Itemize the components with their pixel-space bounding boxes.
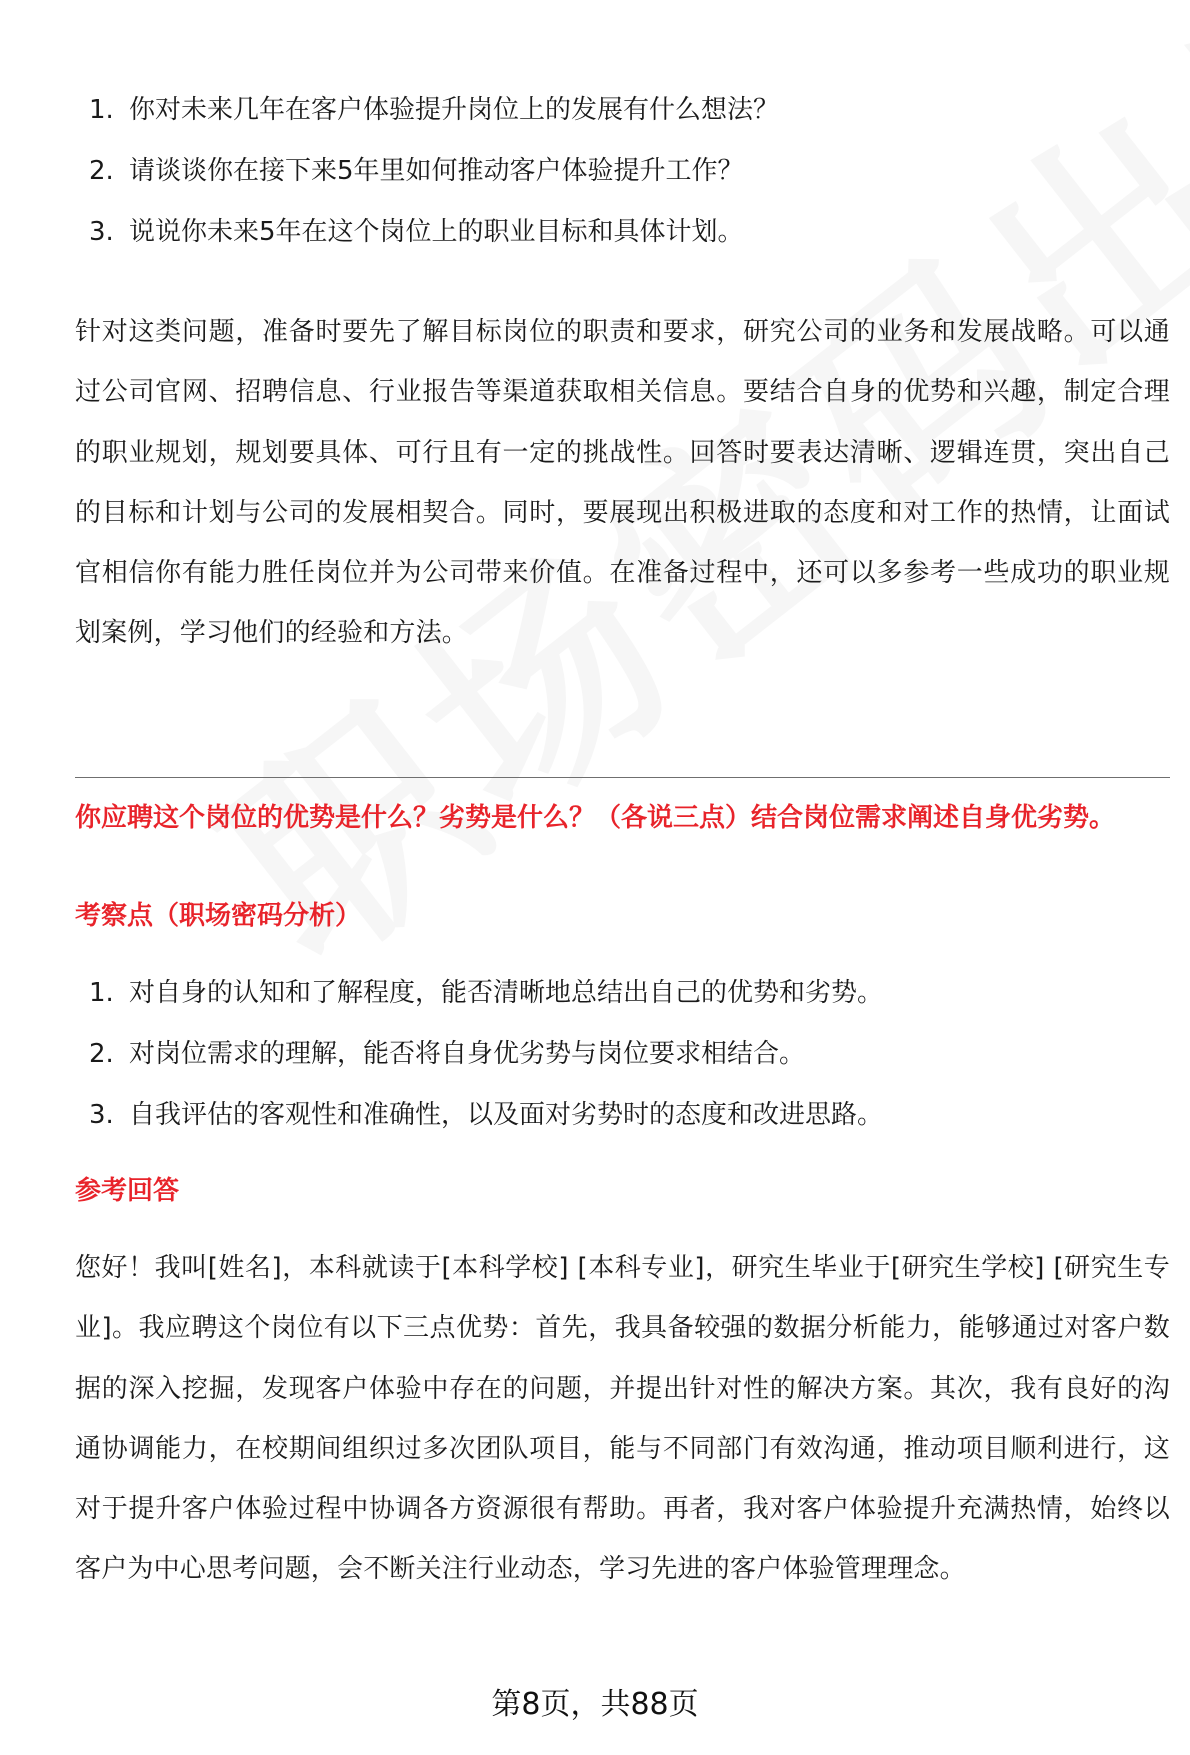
list-item-text: 对岗位需求的理解，能否将自身优劣势与岗位要求相结合。: [129, 1038, 806, 1069]
page-footer: 第8页，共88页: [491, 1687, 699, 1722]
focus-heading: 考察点（职场密码分析）: [75, 901, 362, 931]
top-question-list: [75, 79, 1170, 262]
list-item-text: 你对未来几年在客户体验提升岗位上的发展有什么想法？: [129, 94, 780, 125]
list-item: [75, 201, 1170, 262]
list-item: [75, 140, 1170, 201]
list-item-number: 2.: [89, 1038, 114, 1069]
list-item-number: 3.: [89, 1099, 114, 1130]
list-item-number: 3.: [89, 216, 114, 247]
list-item-number: 1.: [89, 94, 114, 125]
list-item-text: 说说你未来5年在这个岗位上的职业目标和具体计划。: [129, 216, 744, 247]
list-item-text: 自我评估的客观性和准确性，以及面对劣势时的态度和改进思路。: [129, 1099, 884, 1130]
list-item: [75, 79, 1170, 140]
list-item-number: 2.: [89, 155, 114, 186]
list-item: [75, 962, 1170, 1023]
list-item: [75, 1084, 1170, 1145]
focus-list: [75, 962, 1170, 1145]
list-item-text: 对自身的认知和了解程度，能否清晰地总结出自己的优势和劣势。: [129, 977, 884, 1008]
answer-heading: 参考回答: [75, 1176, 180, 1206]
list-item-number: 1.: [89, 977, 114, 1008]
list-item-text: 请谈谈你在接下来5年里如何推动客户体验提升工作？: [129, 155, 744, 186]
section-divider: [75, 777, 1170, 778]
question-heading: 你应聘这个岗位的优势是什么？劣势是什么？（各说三点）结合岗位需求阐述自身优劣势。: [75, 803, 1116, 833]
answer-paragraph: 您好！我叫[姓名]，本科就读于[本科学校] [本科专业]，研究生毕业于[研究生学校] [研究生专业]。我应聘这个岗位有以下三点优势：首先，我具备较强的数据分析能力，能够通过对客户数据的深入挖掘，发现客户体验中存在的问题，并提出针对性的解决方案。其次，我有良好的沟通协调能力，在校期间组织过多次团队项目，能与不同部门有效沟通，推动项目顺利进行，这对于提升客户体验过程中协调各方资源很有帮助。再者，我对客户体验提升充满热情，始终以客户为中心思考问题，会不断关注行业动态，学习先进的客户体验管理理念。: [75, 1253, 1170, 1585]
list-item: [75, 1023, 1170, 1084]
advice-paragraph: 针对这类问题，准备时要先了解目标岗位的职责和要求，研究公司的业务和发展战略。可以通过公司官网、招聘信息、行业报告等渠道获取相关信息。要结合自身的优势和兴趣，制定合理的职业规划，规划要具体、可行且有一定的挑战性。回答时要表达清晰、逻辑连贯，突出自己的目标和计划与公司的发展相契合。同时，要展现出积极进取的态度和对工作的热情，让面试官相信你有能力胜任岗位并为公司带来价值。在准备过程中，还可以多参考一些成功的职业规划案例，学习他们的经验和方法。: [75, 317, 1170, 649]
